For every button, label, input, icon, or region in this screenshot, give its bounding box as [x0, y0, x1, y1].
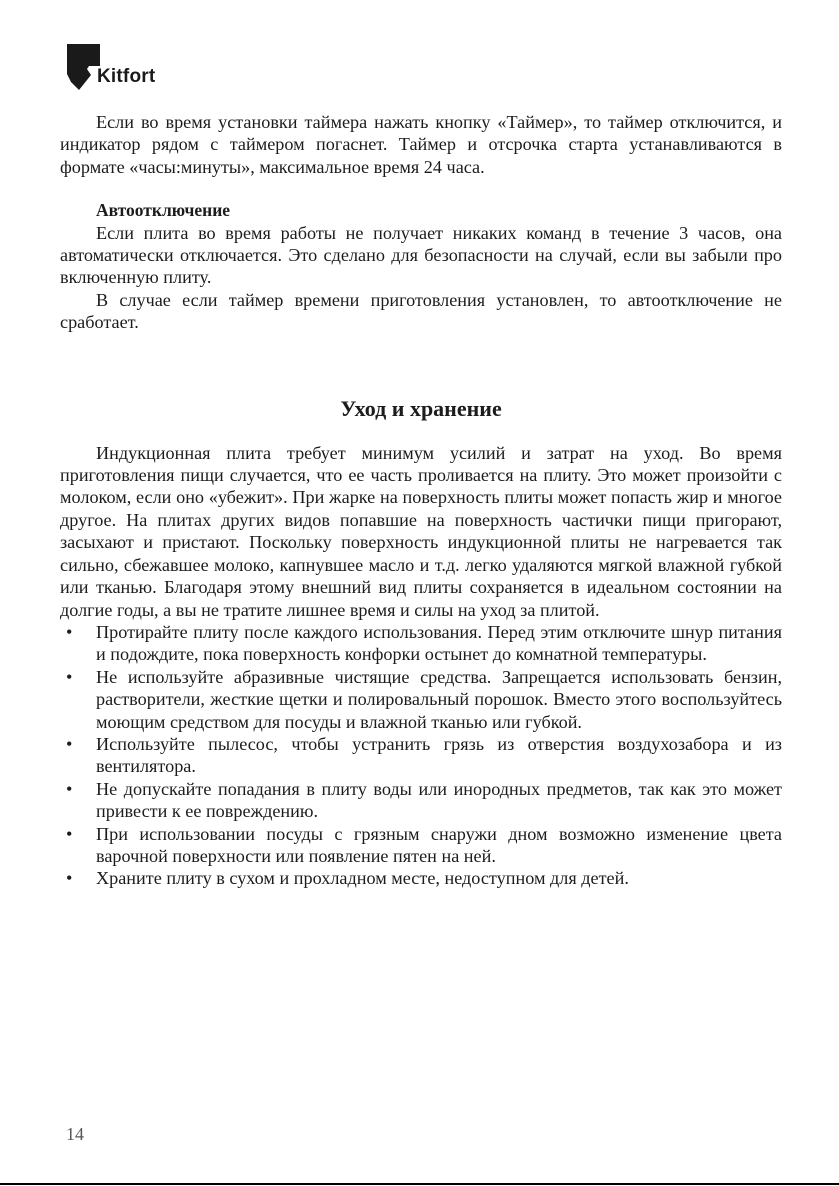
- list-item: [60, 733, 782, 778]
- auto-off-paragraph: Если плита во время работы не получает никаких команд в течение 3 часов, она автоматически отключается. Это сделано для безопасности на случай, если вы забыли про включенную плиту.: [60, 222, 782, 288]
- section-title: Уход и хранение: [340, 395, 502, 421]
- timer-paragraph: Если во время установки таймера нажать кнопку «Таймер», то таймер отключится, и индикатор рядом с таймером погаснет. Таймер и отсрочка старта устанавливаются в формате «часы:минуты», максимальное время 24 часа.: [60, 112, 782, 177]
- list-item: [60, 823, 782, 868]
- bottom-divider: [0, 1183, 839, 1185]
- care-list: [60, 621, 782, 890]
- auto-off-heading: Автоотключение: [96, 200, 231, 221]
- kitfort-logo-icon: [67, 44, 100, 90]
- list-item: [60, 778, 782, 823]
- brand-logo: [67, 40, 155, 90]
- list-item: [60, 621, 782, 666]
- auto-off-paragraph: В случае если таймер времени приготовления установлен, то автоотключение не сработает.: [60, 289, 782, 333]
- list-item: [60, 666, 782, 733]
- list-item-text: Не используйте абразивные чистящие средства. Запрещается использовать бензин, растворители, жесткие щетки и полировальный порошок. Вместо этого воспользуйтесь моющим средством для посуды и влажной тканью или губкой.: [96, 666, 782, 732]
- list-item-text: Не допускайте попадания в плиту воды или инородных предметов, так как это может привести к ее повреждению.: [96, 778, 782, 822]
- bullet-icon: •: [66, 621, 73, 642]
- bullet-icon: •: [66, 666, 73, 687]
- list-item: [60, 867, 782, 889]
- bullet-icon: •: [66, 733, 73, 754]
- brand-name: Kitfort: [97, 66, 156, 87]
- page-content: [60, 111, 782, 890]
- bullet-icon: •: [66, 778, 73, 799]
- bullet-icon: •: [66, 823, 73, 844]
- care-paragraph: Индукционная плита требует минимум усилий и затрат на уход. Во время приготовления пищи случается, что ее часть проливается на плиту. Это может произойти с молоком, если оно «убежит». При жарке на поверхность плиты может попасть жир и многое другое. На плитах других видов попавшие на поверхность частички пищи пригорают, засыхают и пристают. Поскольку поверхность индукционной плиты не нагревается так сильно, сбежавшее молоко, капнувшее масло и т.д. легко удаляются мягкой влажной губкой или тканью. Благодаря этому внешний вид плиты сохраняется в идеальном состоянии на долгие годы, а вы не тратите лишнее время и силы на уход за плитой.: [60, 442, 782, 620]
- page-number: 14: [66, 1124, 84, 1144]
- list-item-text: Протирайте плиту после каждого использования. Перед этим отключите шнур питания и подождите, пока поверхность конфорки остынет до комнатной температуры.: [96, 621, 782, 665]
- list-item-text: Используйте пылесос, чтобы устранить грязь из отверстия воздухозабора и из вентилятора.: [96, 733, 782, 777]
- list-item-text: Храните плиту в сухом и прохладном месте, недоступном для детей.: [96, 868, 629, 889]
- list-item-text: При использовании посуды с грязным снаружи дном возможно изменение цвета варочной поверхности или появление пятен на ней.: [96, 823, 782, 866]
- bullet-icon: •: [66, 868, 73, 889]
